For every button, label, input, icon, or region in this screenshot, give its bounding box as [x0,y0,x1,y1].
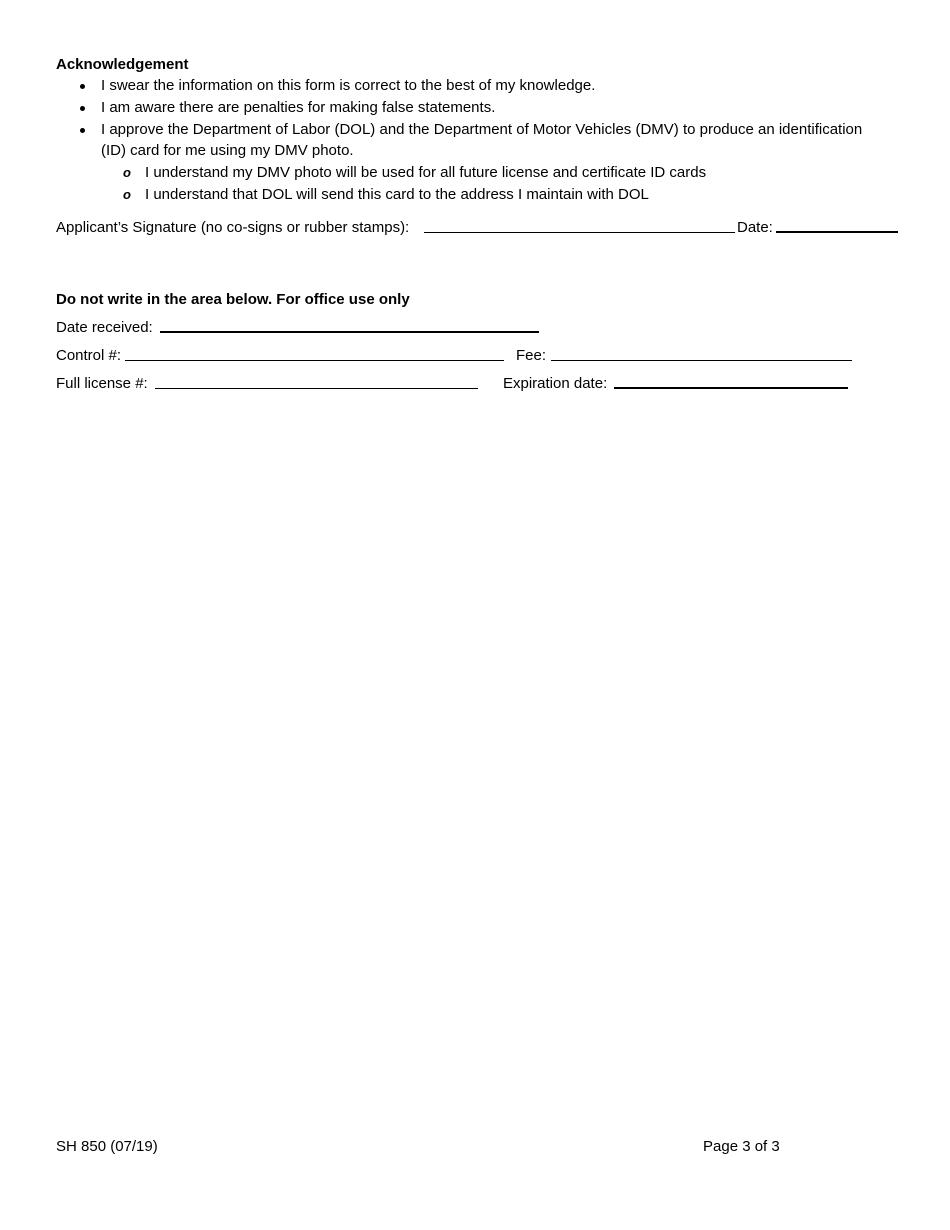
full-license-field[interactable] [155,388,478,389]
sub-bullet-icon: o [123,165,131,180]
sub-bullet-icon: o [123,187,131,202]
date-received-label: Date received: [56,319,153,336]
page-number: Page 3 of 3 [703,1138,780,1155]
acknowledgement-heading: Acknowledgement [56,56,189,73]
office-use-heading: Do not write in the area below. For office use only [56,291,410,308]
bullet-icon [80,106,85,111]
form-id: SH 850 (07/19) [56,1138,158,1155]
control-number-label: Control #: [56,347,122,364]
acknowledgement-subitem: I understand my DMV photo will be used for all future license and certificate ID cards [145,164,707,181]
signature-date-label: Date: [737,219,773,236]
fee-field[interactable] [551,360,852,361]
date-received-field[interactable] [160,331,539,333]
expiration-date-label: Expiration date: [503,375,608,392]
acknowledgement-item-continued: (ID) card for me using my DMV photo. [101,142,354,159]
control-number-field[interactable] [125,360,504,361]
full-license-label: Full license #: [56,375,148,392]
signature-field[interactable] [424,232,735,233]
signature-date-field[interactable] [776,231,898,233]
acknowledgement-subitem: I understand that DOL will send this card to the address I maintain with DOL [145,186,649,203]
acknowledgement-item: I approve the Department of Labor (DOL) and the Department of Motor Vehicles (DMV) to produce an identification [101,121,863,138]
bullet-icon [80,84,85,89]
signature-label: Applicant’s Signature (no co-signs or rubber stamps): [56,219,410,236]
fee-label: Fee: [516,347,547,364]
expiration-date-field[interactable] [614,387,848,389]
acknowledgement-item: I am aware there are penalties for making false statements. [101,99,496,116]
acknowledgement-item: I swear the information on this form is correct to the best of my knowledge. [101,77,596,94]
bullet-icon [80,128,85,133]
